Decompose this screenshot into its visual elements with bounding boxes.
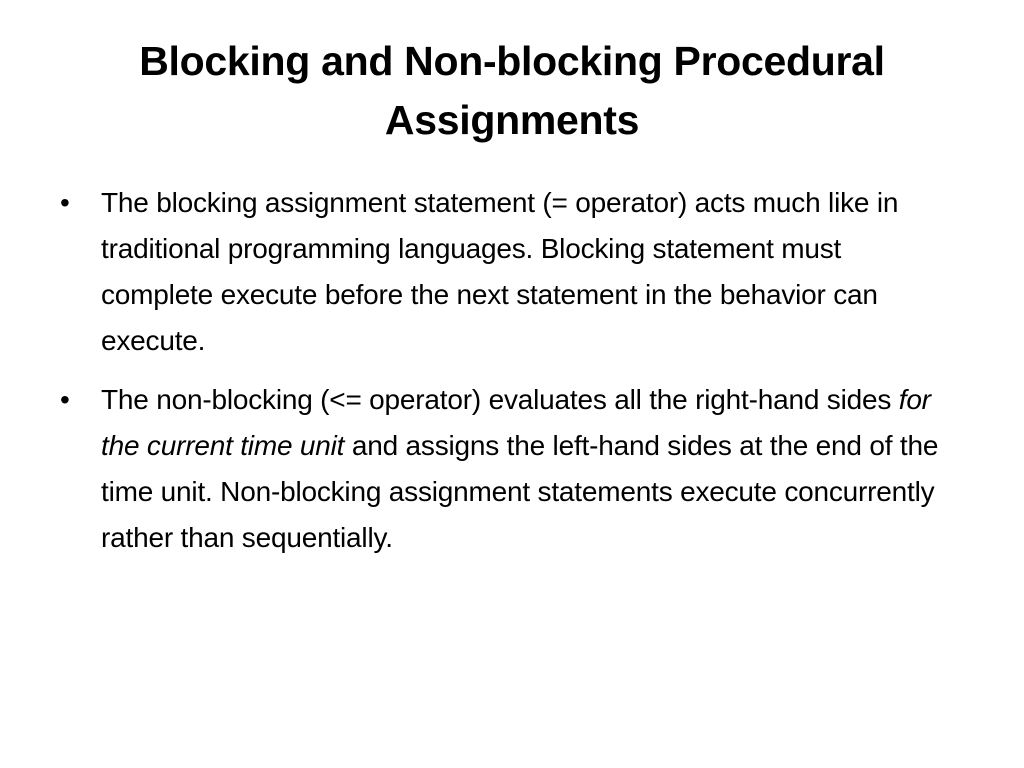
bullet-text-blocking: The blocking assignment statement (= operator) acts much like in traditional programming languages. Blocking statement must complete execute before the next statement in the behavior can execute. bbox=[101, 187, 899, 356]
bullet-item-non-blocking bbox=[60, 377, 960, 561]
slide-title bbox=[40, 32, 984, 150]
bullet-text-non-blocking-start: The non-blocking (<= operator) evaluates all the right-hand sides bbox=[101, 384, 899, 415]
bullet-icon: • bbox=[60, 384, 70, 415]
bullet-text-non-blocking-emphasis: for the current time unit bbox=[101, 384, 931, 461]
bullet-text-non-blocking-end: and assigns the left-hand sides at the end of the time unit. Non-blocking assignment statements execute concurrently rather than sequentially. bbox=[101, 430, 939, 553]
bullet-item-blocking bbox=[60, 180, 960, 364]
bullet-list bbox=[60, 180, 960, 574]
bullet-icon: • bbox=[60, 187, 70, 218]
slide-title-line-2: Assignments bbox=[384, 97, 640, 143]
bullet-text-non-blocking bbox=[101, 384, 938, 553]
slide-title-line-1: Blocking and Non-blocking Procedural bbox=[139, 38, 885, 84]
